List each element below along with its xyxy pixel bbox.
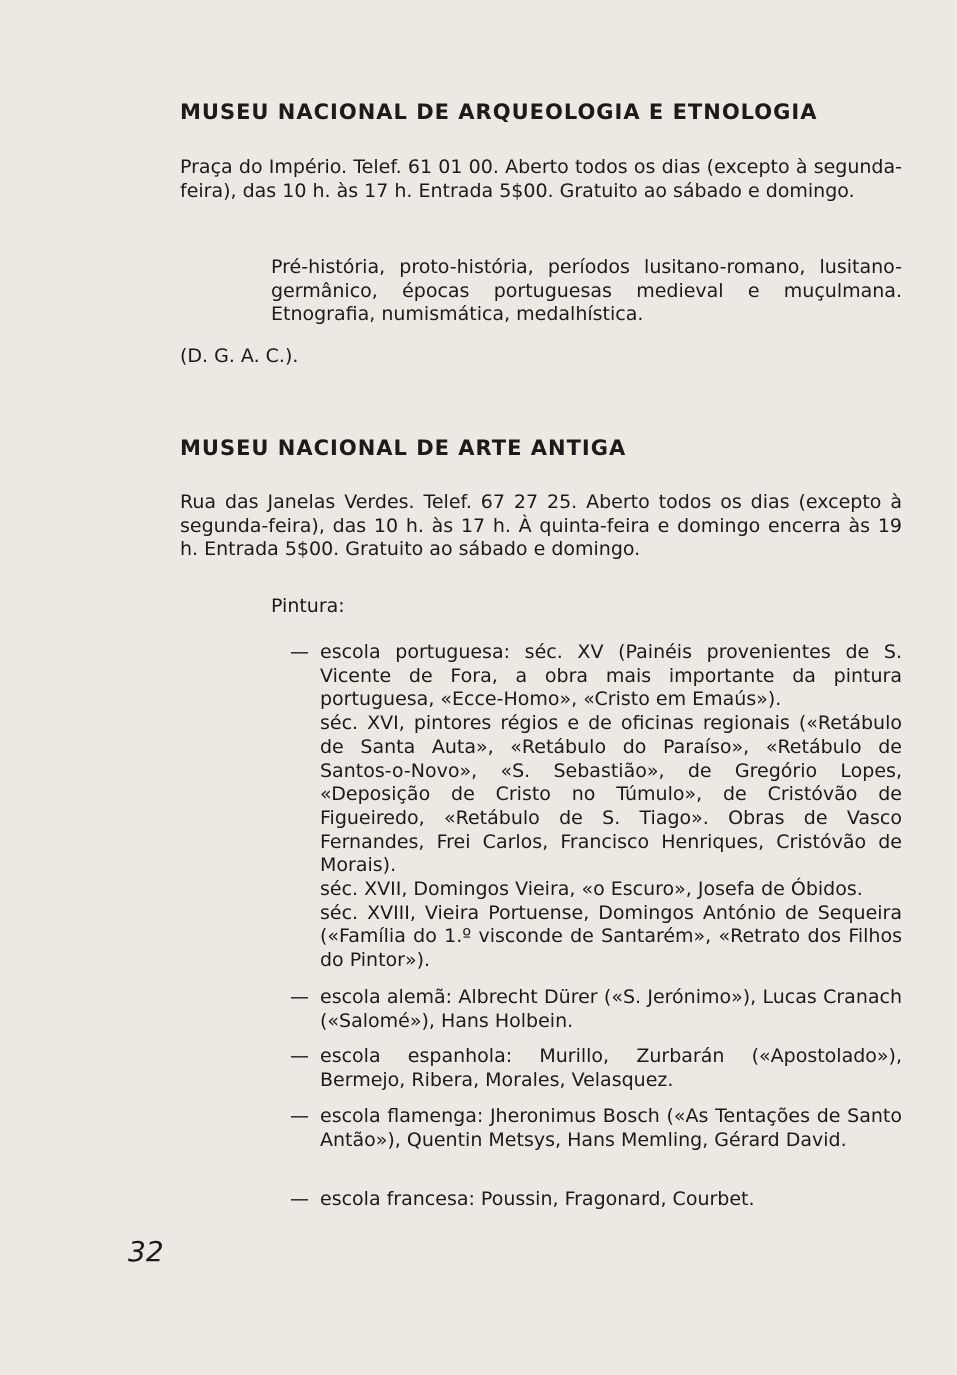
entry-line: escola alemã: Albrecht Dürer («S. Jerónimo»), Lucas Cranach («Salomé»), Hans Holbein. — [320, 986, 902, 1032]
collection-description-arqueologia: Pré-história, proto-história, períodos lusitano-romano, lusitano-germânico, épocas portuguesas medieval e muçulmana. Etnografia, numismática, medalhística. — [271, 256, 902, 325]
entry-line: escola francesa: Poussin, Fragonard, Courbet. — [320, 1188, 755, 1210]
section-info-arte-antiga: Rua das Janelas Verdes. Telef. 67 27 25. Aberto todos os dias (excepto à segunda-feira), das 10 h. às 17 h. À quinta-feira e domingo encerra às 19 h. Entrada 5$00. Gratuito ao sábado e domingo. — [180, 491, 902, 560]
entry-line: escola flamenga: Jheronimus Bosch («As Tentações de Santo Antão»), Quentin Metsys, Hans Memling, Gérard David. — [320, 1105, 902, 1151]
section-title-arqueologia: MUSEU NACIONAL DE ARQUEOLOGIA E ETNOLOGIA — [180, 100, 818, 124]
list-item-escola-flamenga — [290, 1105, 902, 1152]
subheading-pintura: Pintura: — [271, 595, 345, 617]
entry-line: séc. XVIII, Vieira Portuense, Domingos António de Sequeira («Família do 1.º visconde de Santarém», «Retrato dos Filhos do Pintor»). — [320, 901, 902, 972]
section-info-arqueologia: Praça do Império. Telef. 61 01 00. Aberto todos os dias (excepto à segunda-feira), das 10 h. às 17 h. Entrada 5$00. Gratuito ao sábado e domingo. — [180, 156, 902, 202]
dash-marker: — — [290, 986, 309, 1008]
entry-line: escola espanhola: Murillo, Zurbarán («Apostolado»), Bermejo, Ribera, Morales, Velasquez. — [320, 1045, 902, 1091]
entry-line: séc. XVII, Domingos Vieira, «o Escuro», Josefa de Óbidos. — [320, 878, 863, 901]
dash-marker: — — [290, 641, 309, 663]
list-item-escola-francesa — [290, 1188, 902, 1212]
page-number: 32 — [128, 1235, 164, 1268]
section-title-arte-antiga: MUSEU NACIONAL DE ARTE ANTIGA — [180, 436, 627, 460]
list-item-escola-portuguesa — [290, 641, 902, 973]
dash-marker: — — [290, 1045, 309, 1067]
list-item-escola-espanhola — [290, 1045, 902, 1092]
entry-line: séc. XVI, pintores régios e de oficinas regionais («Retábulo de Santa Auta», «Retábulo do Paraíso», «Retábulo de Santos-o-Novo», «S. Sebastião», de Gregório Lopes, «Deposição de Cristo no Túmulo», de Cristóvão de Figueiredo, «Retábulo de S. Tiago». Obras de Vasco Fernandes, Frei Carlos, Francisco Henriques, Cristóvão de Morais). — [320, 712, 902, 877]
dash-marker: — — [290, 1105, 309, 1127]
credit-line: (D. G. A. C.). — [180, 345, 299, 367]
dash-marker: — — [290, 1188, 309, 1210]
list-item-escola-alema — [290, 986, 902, 1033]
entry-line: escola portuguesa: séc. XV (Painéis provenientes de S. Vicente de Fora, a obra mais importante da pintura portuguesa, «Ecce-Homo», «Cristo em Emaús»). — [320, 641, 902, 711]
